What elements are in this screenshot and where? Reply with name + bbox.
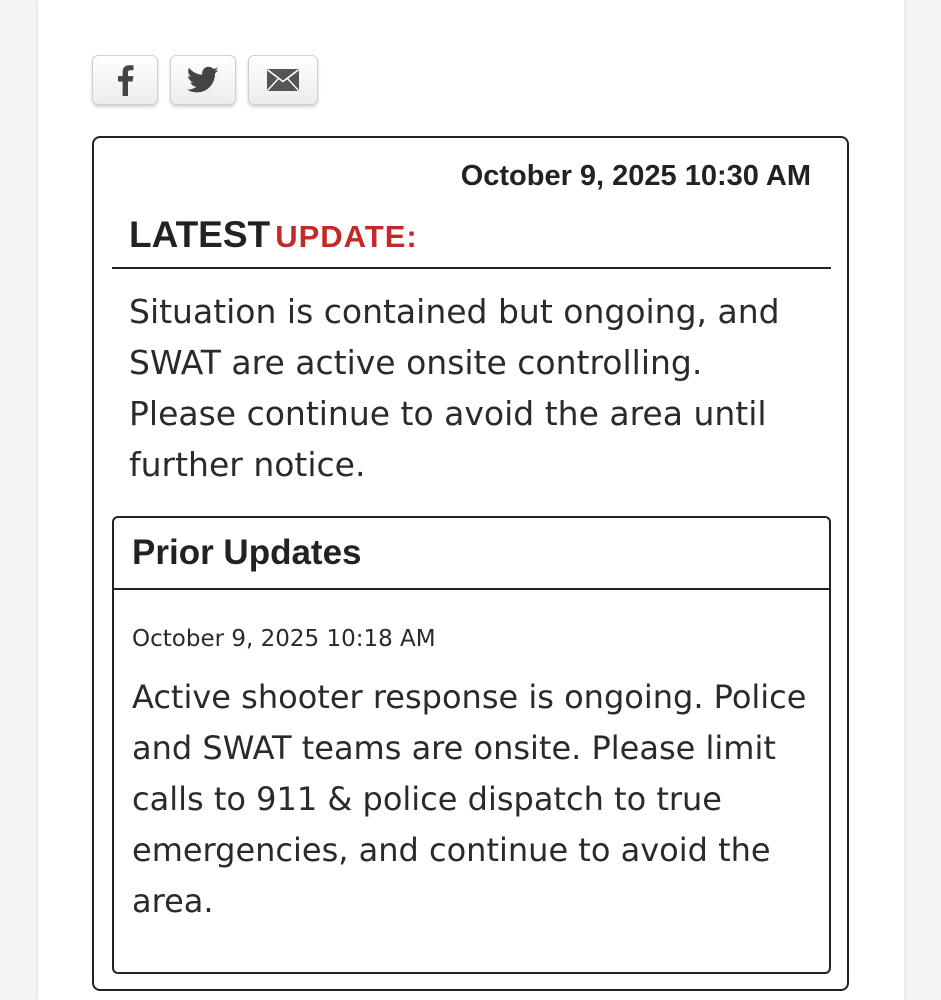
twitter-share-button[interactable] bbox=[170, 55, 236, 105]
email-icon bbox=[266, 68, 300, 92]
heading-divider bbox=[112, 267, 831, 269]
latest-update-message: Situation is contained but ongoing, and SWAT are active onsite controlling. Please continue to avoid the area until further notice. bbox=[129, 292, 780, 484]
prior-update-timestamp: October 9, 2025 10:18 AM bbox=[132, 626, 436, 652]
prior-updates-header bbox=[114, 518, 829, 590]
facebook-icon bbox=[114, 64, 136, 96]
prior-update-message: Active shooter response is ongoing. Police and SWAT teams are onsite. Please limit calls to 911 & police dispatch to true emergencies, and continue to avoid the area. bbox=[132, 678, 807, 920]
latest-update-panel bbox=[92, 136, 849, 991]
twitter-icon bbox=[187, 66, 219, 94]
email-share-button[interactable] bbox=[248, 55, 318, 105]
update-label: UPDATE: bbox=[275, 219, 418, 254]
latest-label: LATEST bbox=[129, 214, 271, 255]
latest-update-heading bbox=[129, 214, 418, 256]
prior-updates-title: Prior Updates bbox=[132, 533, 362, 572]
prior-update-entry bbox=[132, 626, 812, 927]
share-toolbar bbox=[92, 55, 318, 105]
facebook-share-button[interactable] bbox=[92, 55, 158, 105]
prior-updates-panel bbox=[112, 516, 831, 974]
latest-update-timestamp: October 9, 2025 10:30 AM bbox=[460, 160, 811, 192]
